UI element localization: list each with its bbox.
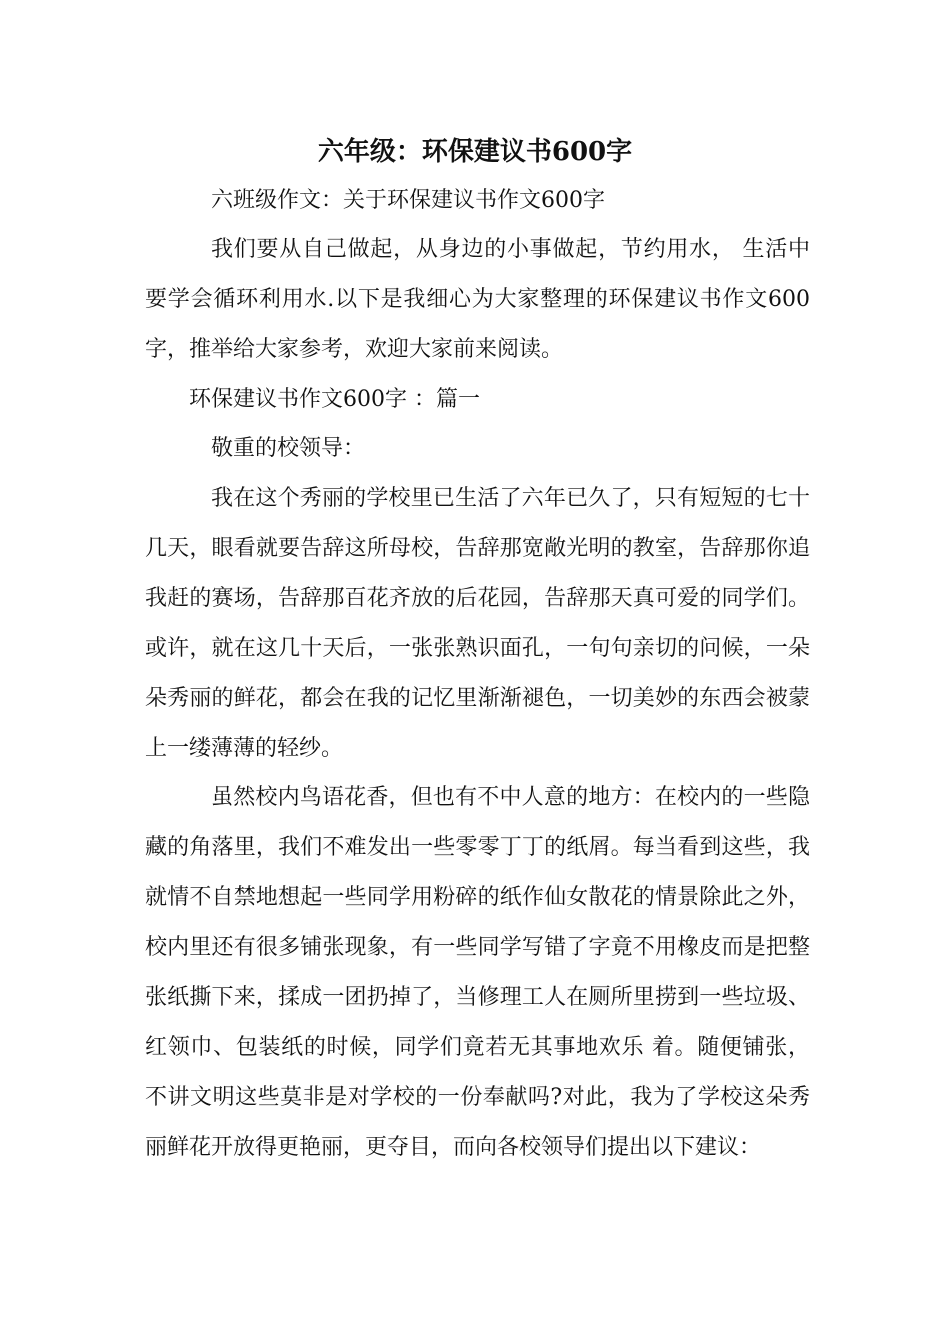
- document-subtitle: 六班级作文：关于环保建议书作文600字: [211, 188, 605, 213]
- document-title: 六年级：环保建议书600字: [317, 137, 633, 167]
- intro-paragraph: 我们要从自己做起，从身边的小事做起，节约用水， 生活中要学会循环利用水.以下是我细心为大家整理的环保建议书作文600字，推举给大家参考，欢迎大家前来阅读。: [145, 237, 810, 362]
- section-heading: 环保建议书作文600字 ：篇一: [189, 387, 480, 412]
- salutation: 敬重的校领导：: [211, 436, 366, 461]
- body-paragraph-1: 我在这个秀丽的学校里已生活了六年已久了，只有短短的七十几天，眼看就要告辞这所母校，告辞那宽敞光明的教室，告辞那你追我赶的赛场，告辞那百花齐放的后花园，告辞那天真可爱的同学们。或许，就在这几十天后，一张张熟识面孔，一句句亲切的问候，一朵朵秀丽的鲜花，都会在我的记忆里渐渐褪色，一切美妙的东西会被蒙上一缕薄薄的轻纱。: [145, 486, 810, 761]
- body-paragraph-2: 虽然校内鸟语花香，但也有不中人意的地方：在校内的一些隐藏的角落里，我们不难发出一些零零丁丁的纸屑。每当看到这些，我就情不自禁地想起一些同学用粉碎的纸作仙女散花的情景除此之外，校内里还有很多铺张现象，有一些同学写错了字竟不用橡皮而是把整张纸撕下来，揉成一团扔掉了，当修理工人在厕所里捞到一些垃圾、红领巾、包装纸的时候，同学们竟若无其事地欢乐 着。随便铺张，不讲文明这些莫非是对学校的一份奉献吗?对此，我为了学校这朵秀丽鲜花开放得更艳丽，更夺目，而向各校领导们提出以下建议：: [145, 785, 810, 1160]
